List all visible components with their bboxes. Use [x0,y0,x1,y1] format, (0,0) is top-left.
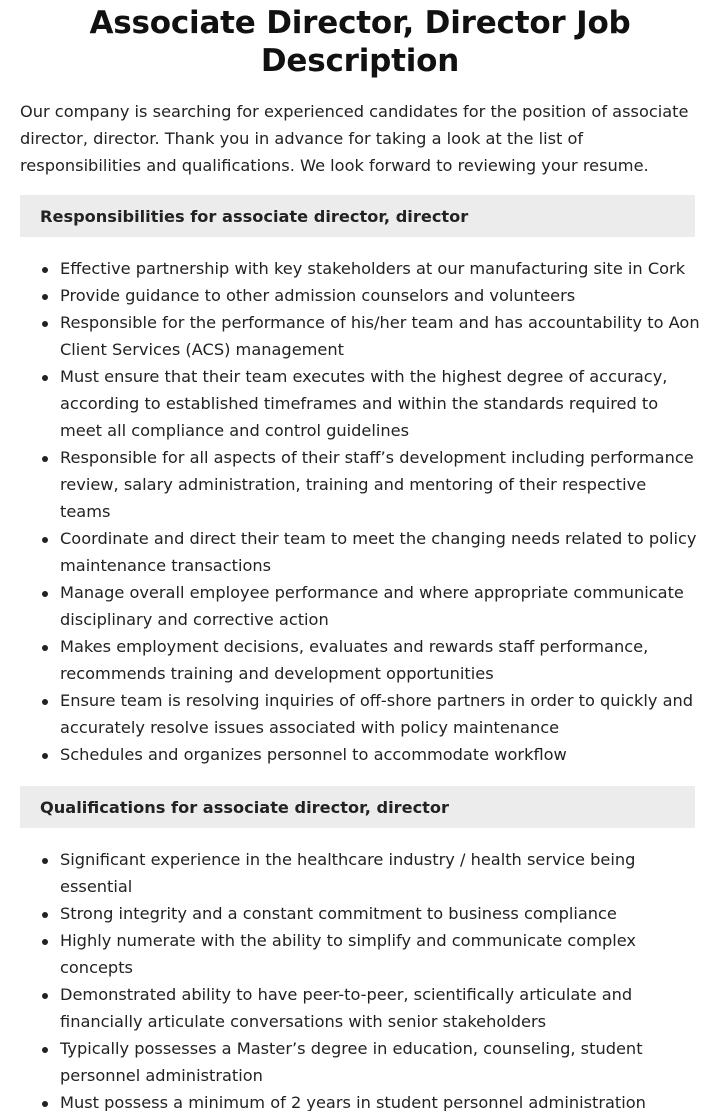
responsibility-item: Must ensure that their team executes with the highest degree of accuracy, according to established timeframes and within the standards required to meet all compliance and control guidelines [60,363,700,444]
page-title: Associate Director, Director Job Description [89,5,631,79]
responsibility-item: Schedules and organizes personnel to accommodate workflow [60,741,700,768]
responsibility-item: Coordinate and direct their team to meet the changing needs related to policy maintenance transactions [60,525,700,579]
responsibilities-heading: Responsibilities for associate director, director [20,195,695,237]
qualifications-heading: Qualifications for associate director, director [20,786,695,828]
qualification-item: Strong integrity and a constant commitment to business compliance [60,900,700,927]
qualification-item: Must possess a minimum of 2 years in student personnel administration [60,1089,700,1111]
qualification-item: Highly numerate with the ability to simplify and communicate complex concepts [60,927,700,981]
intro-paragraph: Our company is searching for experienced candidates for the position of associate director, director. Thank you in advance for taking a look at the list of responsibilities and qualifications. We look forward to reviewing your resume. [20,102,689,175]
responsibility-item: Responsible for the performance of his/her team and has accountability to Aon Client Services (ACS) management [60,309,700,363]
responsibility-item: Manage overall employee performance and where appropriate communicate disciplinary and corrective action [60,579,700,633]
qualification-item: Demonstrated ability to have peer-to-peer, scientifically articulate and financially articulate conversations with senior stakeholders [60,981,700,1035]
responsibility-item: Provide guidance to other admission counselors and volunteers [60,282,700,309]
responsibility-item: Makes employment decisions, evaluates and rewards staff performance, recommends training and development opportunities [60,633,700,687]
qualifications-list [0,846,720,1111]
responsibility-item: Ensure team is resolving inquiries of off-shore partners in order to quickly and accurately resolve issues associated with policy maintenance [60,687,700,741]
qualification-item: Significant experience in the healthcare industry / health service being essential [60,846,700,900]
responsibility-item: Responsible for all aspects of their staff’s development including performance review, salary administration, training and mentoring of their respective teams [60,444,700,525]
qualification-item: Typically possesses a Master’s degree in education, counseling, student personnel administration [60,1035,700,1089]
responsibilities-list [0,255,720,768]
responsibility-item: Effective partnership with key stakeholders at our manufacturing site in Cork [60,255,700,282]
